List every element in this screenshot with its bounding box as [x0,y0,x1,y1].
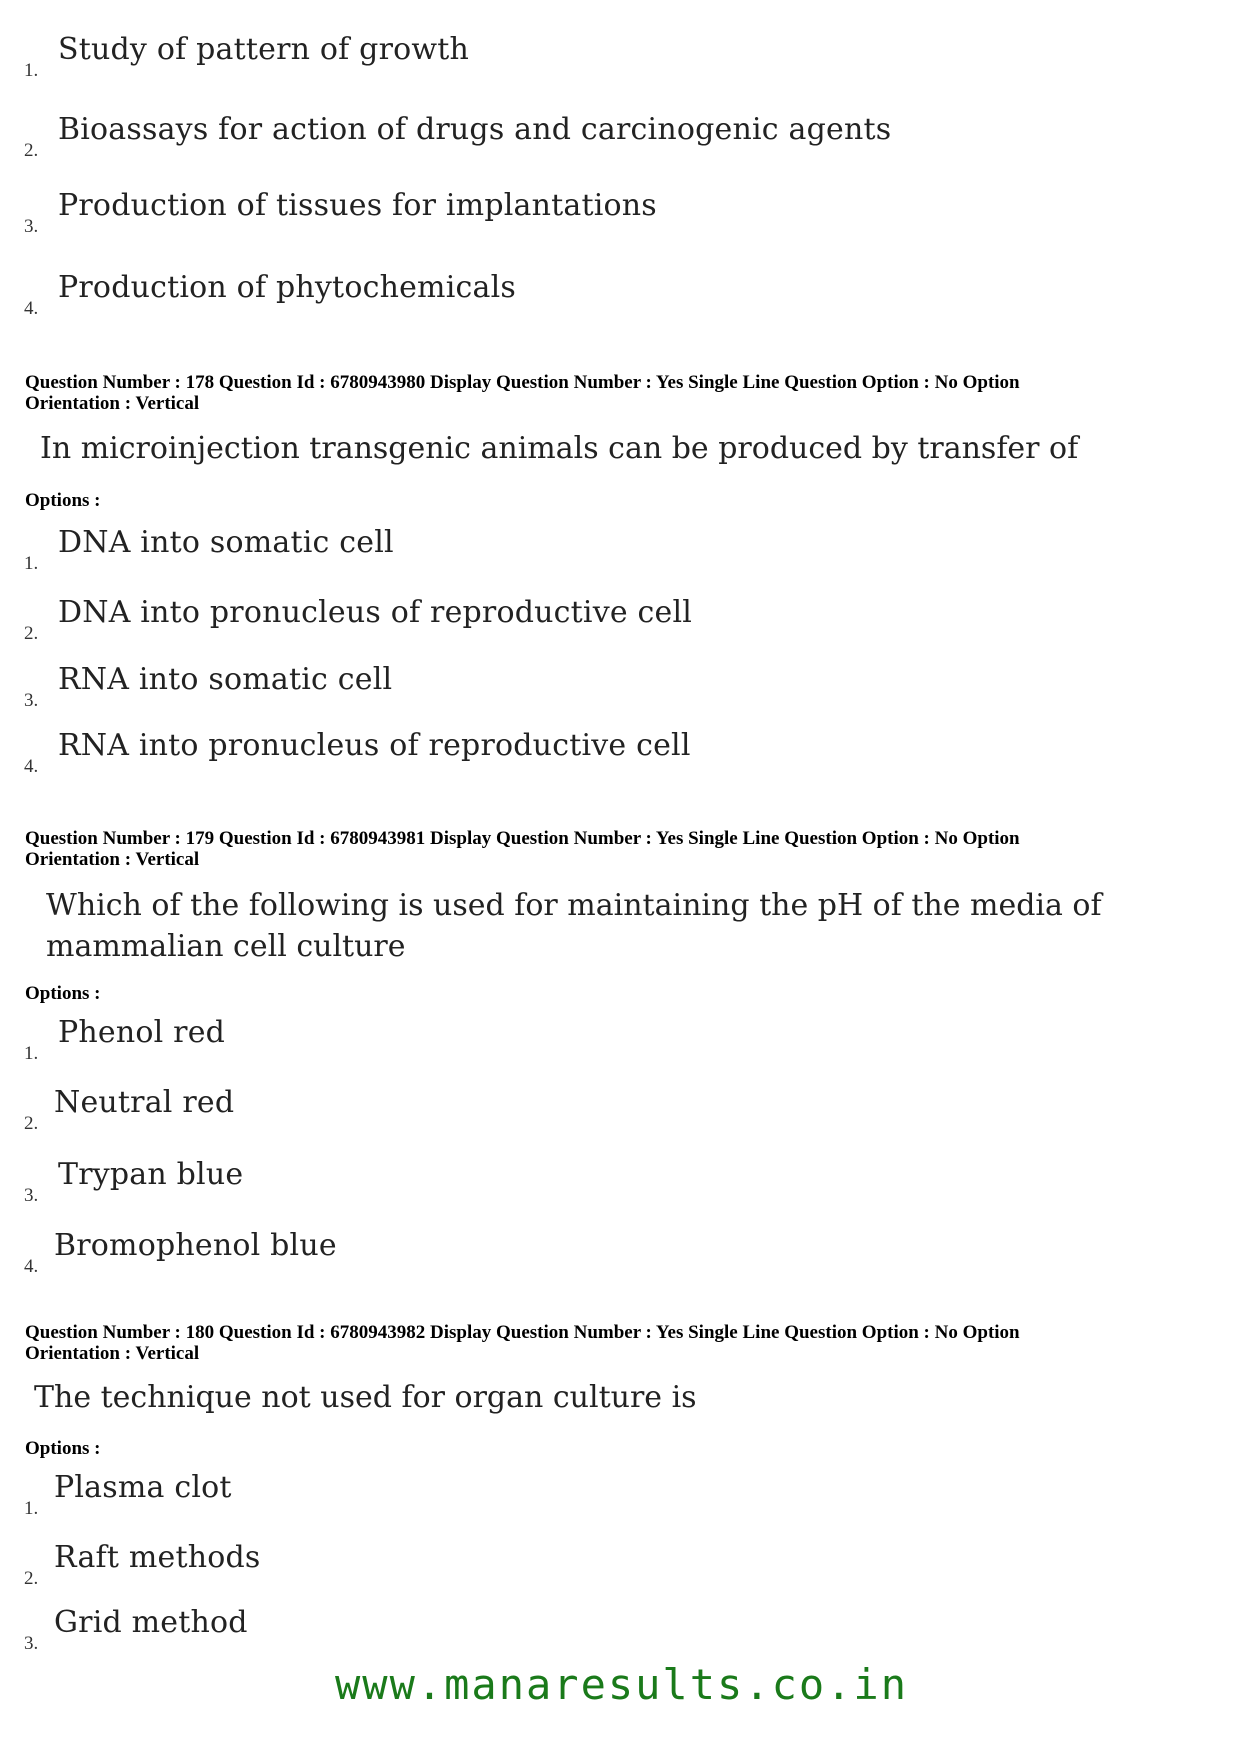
option-text: Study of pattern of growth [58,32,470,67]
options-label: Options : [25,983,101,1004]
option-1 [0,1015,1200,1075]
question-meta-line: Question Number : 178 Question Id : 6780943980 Display Question Number : Yes Single Line Question Option : No Option [25,372,1020,393]
question-meta-line: Orientation : Vertical [25,849,200,870]
option-number: 2. [24,623,39,644]
option-1 [0,525,1200,585]
option-text: DNA into pronucleus of reproductive cell [58,595,693,630]
question-meta-line: Question Number : 180 Question Id : 6780943982 Display Question Number : Yes Single Line Question Option : No Option [25,1322,1020,1343]
option-number: 4. [24,1256,39,1277]
prev-option-3 [0,188,1200,248]
option-3 [0,1157,1200,1217]
option-text: Plasma clot [54,1470,232,1505]
prev-option-1 [0,32,1200,92]
option-text: Neutral red [54,1085,235,1120]
option-number: 4. [24,756,39,777]
question-text-line: mammalian cell culture [46,929,406,964]
question-meta-line: Orientation : Vertical [25,393,200,414]
question-text-line: Which of the following is used for maintaining the pH of the media of [46,888,1102,923]
option-text: Grid method [54,1605,248,1640]
option-text: DNA into somatic cell [58,525,394,560]
option-number: 1. [24,1498,39,1519]
question-meta-line: Orientation : Vertical [25,1343,200,1364]
option-number: 3. [24,1185,39,1206]
prev-option-2 [0,112,1200,172]
option-text: Production of tissues for implantations [58,188,657,223]
options-label: Options : [25,1438,101,1459]
option-number: 3. [24,1633,39,1654]
website-watermark: www.manaresults.co.in [335,1660,909,1709]
option-number: 3. [24,216,39,237]
option-4 [0,728,1200,788]
question-meta [25,372,1165,414]
option-text: Bioassays for action of drugs and carcinogenic agents [58,112,892,147]
option-3 [0,662,1200,722]
option-number: 1. [24,553,39,574]
option-text: Phenol red [58,1015,226,1050]
options-label: Options : [25,490,101,511]
option-2 [0,595,1200,655]
prev-option-4 [0,270,1200,330]
option-text: RNA into somatic cell [58,662,393,697]
option-1 [0,1470,1200,1530]
question-text [46,885,1126,967]
option-text: Raft methods [54,1540,261,1575]
option-2 [0,1085,1200,1145]
question-meta-line: Question Number : 179 Question Id : 6780943981 Display Question Number : Yes Single Line Question Option : No Option [25,828,1020,849]
option-number: 3. [24,690,39,711]
option-3 [0,1605,1200,1665]
option-number: 2. [24,140,39,161]
option-number: 1. [24,60,39,81]
question-text: In microinjection transgenic animals can be produced by transfer of [40,431,1079,466]
option-number: 2. [24,1568,39,1589]
option-text: Production of phytochemicals [58,270,516,305]
option-4 [0,1228,1200,1288]
question-text: The technique not used for organ culture is [34,1380,697,1415]
option-number: 4. [24,298,39,319]
option-number: 1. [24,1043,39,1064]
option-number: 2. [24,1113,39,1134]
option-text: Bromophenol blue [54,1228,337,1263]
option-text: Trypan blue [58,1157,244,1192]
question-meta [25,828,1165,870]
option-text: RNA into pronucleus of reproductive cell [58,728,691,763]
question-meta [25,1322,1165,1364]
option-2 [0,1540,1200,1600]
